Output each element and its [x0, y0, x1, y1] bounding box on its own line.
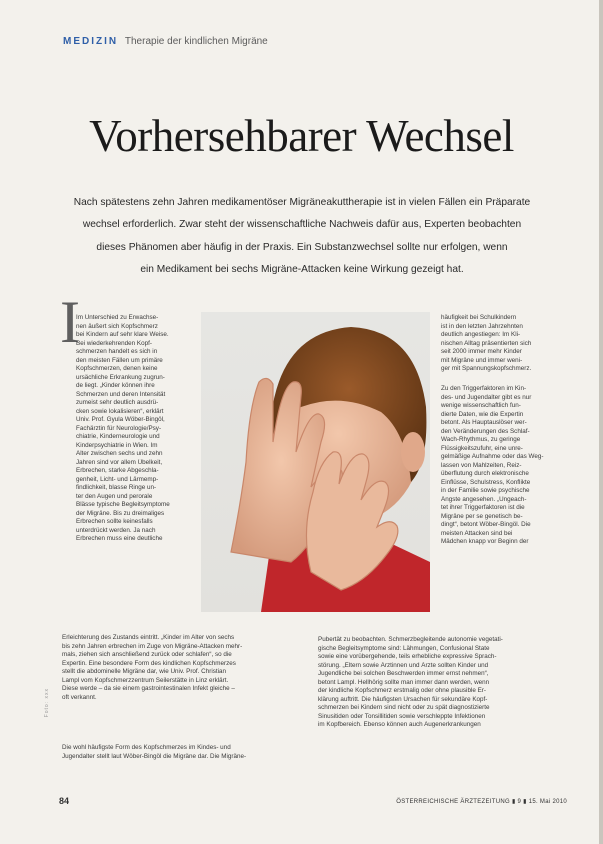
- text-line: unterdrückt werden. Ja nach: [76, 526, 156, 534]
- text-line: Erbrechen sollte keinesfalls: [76, 518, 153, 525]
- text-line: Erbrechen muss eine deutliche: [76, 535, 163, 542]
- text-line: Pubertät zu beobachten. Schmerzbegleitende autonomie vegetati-: [318, 636, 503, 643]
- text-line: im Kopfbereich. Ebenso können auch Augenerkrankungen: [318, 721, 481, 728]
- text-line: ursächliche Erkrankung zugrun-: [76, 373, 165, 381]
- text-line: Blässe typische Begleitsymptome: [76, 501, 170, 508]
- text-line: stellt die abdominelle Migräne dar, wie Univ. Prof. Christian: [62, 668, 227, 675]
- text-line: nen äußert sich Kopfschmerz: [76, 322, 158, 330]
- text-line: Erleichterung des Zustands eintritt. „Kinder im Alter von sechs: [62, 634, 235, 641]
- text-line: Univ. Prof. Gyula Wöber-Bingöl,: [76, 416, 165, 423]
- text-line: schmerzen bei Kindern sind nicht oder zu spät diagnostizierte: [318, 704, 490, 711]
- text-line: sowie eine vorübergehende, teils erhebliche expressive Sprach-: [318, 653, 497, 660]
- text-line: betont. Als Hauptauslöser wer-: [441, 419, 527, 426]
- text-line: Erbrechen, starke Abgeschla-: [76, 467, 159, 474]
- text-line: deutlich angestiegen: Im Kli-: [441, 331, 521, 338]
- text-line: Alter zwischen sechs und zehn: [76, 450, 163, 457]
- text-line: Schmerzen und deren Intensität: [76, 390, 166, 398]
- text-line: schmerzen handelt es sich in: [76, 348, 158, 355]
- text-line: Bei wiederkehrenden Kopf-: [76, 339, 152, 347]
- text-line: Sinusitiden oder Tonsillitiden sowie verschleppte Infektionen: [318, 712, 486, 720]
- text-line: genheit, Licht- und Lärmemp-: [76, 475, 159, 483]
- text-line: Diese werde – da sie einem gastrointestinalen Infekt gleiche –: [62, 685, 235, 692]
- text-line: dingt“, betont Wöber-Bingöl. Die: [441, 521, 531, 528]
- photo-credit: Foto: xxx: [44, 688, 50, 718]
- drop-cap: I: [60, 289, 80, 355]
- text-line: mit Migräne und immer weni-: [441, 356, 523, 364]
- text-line: den meisten Fällen um primäre: [76, 356, 163, 364]
- text-line: ter den Augen und perorale: [76, 492, 153, 500]
- column-2: [318, 636, 570, 730]
- column-1-paragraph: [62, 744, 309, 761]
- text-line: Migräne per se genetisch be-: [441, 512, 523, 520]
- text-line: lassen von Mahlzeiten, Reiz-: [441, 461, 522, 469]
- page-number: 84: [59, 796, 70, 806]
- text-line: ger mit Spannungskopfschmerz.: [441, 365, 532, 372]
- lead-line: ein Medikament bei sechs Migräne-Attacken keine Wirkung gezeigt hat.: [140, 263, 464, 275]
- text-line: Jahren sind vor allem Übelkeit,: [76, 458, 163, 466]
- text-line: gische Begleitsymptome sind: Lähmungen, Confusional State: [318, 644, 490, 652]
- text-line: nischen Alltag präsentierten sich: [441, 339, 532, 347]
- text-line: seit 2000 immer mehr Kinder: [441, 348, 522, 355]
- text-line: der kindliche Kopfschmerz erstmalig oder ohne plausible Er-: [318, 687, 486, 694]
- text-line: findlichkeit, blasse Ringe un-: [76, 484, 157, 491]
- text-line: betont Lampl. Hellhörig sollte man immer dann werden, wenn: [318, 678, 490, 686]
- text-line: zumeist sehr deutlich ausdrü-: [76, 399, 159, 406]
- text-line: Zu den Triggerfaktoren im Kin-: [441, 385, 527, 392]
- text-line: wenige wissenschaftlich fun-: [441, 402, 521, 409]
- text-line: gelmäßige Aufnahme oder das Weg-: [441, 453, 544, 460]
- text-line: Kopfschmerzen, denen keine: [76, 365, 158, 372]
- text-line: Einflüsse, Schulstress, Konflikte: [441, 478, 531, 486]
- text-line: de liegt. „Kinder können ihre: [76, 382, 155, 389]
- text-line: meisten Attacken sind bei: [441, 529, 513, 537]
- text-line: Jugendliche bei solchen Beschwerden immer ernst nehmen“,: [318, 670, 489, 677]
- text-line: Lampl vom Kopfschmerzzentrum Seilerstätte in Linz erklärt.: [62, 676, 229, 684]
- text-line: dierte Daten, wie die Expertin: [441, 410, 524, 418]
- column-3-paragraph: [441, 385, 569, 547]
- text-line: häufigkeit bei Schulkindern: [441, 314, 517, 321]
- text-line: Mädchen knapp vor Beginn der: [441, 538, 529, 545]
- article-lead: [62, 192, 542, 281]
- publication-footer: ÖSTERREICHISCHE ÄRZTEZEITUNG ▮ 9 ▮ 15. Mai 2010: [396, 799, 567, 805]
- text-line: Kinderpsychiatrie in Wien. Im: [76, 441, 158, 449]
- text-line: Fachärztin für Neurologie/Psy-: [76, 424, 162, 432]
- lead-line: Nach spätestens zehn Jahren medikamentöser Migräneakuttherapie ist in vielen Fällen ein Präparate: [73, 197, 531, 208]
- text-line: der Migräne. Bis zu dreimaliges: [76, 509, 165, 517]
- text-line: chiatrie, Kinderneurologie und: [76, 433, 160, 440]
- text-line: oft verkannt.: [62, 693, 97, 701]
- text-line: Im Unterschied zu Erwachse-: [76, 314, 159, 321]
- text-line: überflutung durch elektronische: [441, 470, 529, 477]
- text-line: Wach-Rhythmus, zu geringe: [441, 436, 521, 443]
- article-photo: [201, 312, 430, 612]
- column-1: [76, 314, 196, 544]
- column-1-continued: [62, 634, 309, 702]
- article-title: Vorhersehbarer Wechsel: [89, 111, 514, 161]
- text-line: Flüssigkeitszufuhr, eine unre-: [441, 444, 523, 452]
- text-line: den Veränderungen des Schlaf-: [441, 427, 530, 435]
- text-line: klärung auftritt. Die häufigsten Ursachen für sekundäre Kopf-: [318, 695, 488, 703]
- text-line: ist in den letzten Jahrzehnten: [441, 322, 523, 330]
- text-line: cken sowie lokalisieren“, erklärt: [76, 407, 164, 415]
- child-photo-illustration: [201, 312, 430, 612]
- topic-label: Therapie der kindlichen Migräne: [124, 36, 268, 47]
- text-line: störung. „Eltern sowie Ärztinnen und Ärzte sollten Kinder und: [318, 661, 489, 669]
- lead-line: wechsel erforderlich. Zwar steht der wissenschaftliche Nachweis dafür aus, Experten beobachten: [82, 219, 522, 231]
- column-3: [441, 314, 569, 374]
- text-line: Expertin. Eine besondere Form des kindlichen Kopfschmerzes: [62, 659, 236, 667]
- lead-line: dieses Phänomen aber häufig in der Praxis. Ein Substanzwechsel sollte nur erfolgen, wenn: [96, 241, 508, 253]
- text-line: in der Familie sowie psychische: [441, 487, 530, 494]
- text-line: Jugendalter stellt laut Wöber-Bingöl die Migräne dar. Die Migräne-: [62, 752, 247, 760]
- text-line: Ängste angesehen. „Ungeach-: [441, 495, 527, 503]
- text-line: bei Kindern auf sehr klare Weise.: [76, 331, 169, 338]
- text-line: Die wohl häufigste Form des Kopfschmerzes im Kindes- und: [62, 744, 231, 751]
- text-line: tet ihrer Triggerfaktoren ist die: [441, 504, 525, 511]
- section-label: MEDIZIN: [63, 36, 119, 47]
- text-line: bis zehn Jahren erbrechen im Zuge von Migräne-Attacken mehr-: [62, 642, 243, 650]
- page-header: [63, 36, 268, 47]
- text-line: des- und Jugendalter gibt es nur: [441, 393, 532, 401]
- text-line: mals, ziehen sich anschließend zurück oder schlafen“, so die: [62, 651, 232, 658]
